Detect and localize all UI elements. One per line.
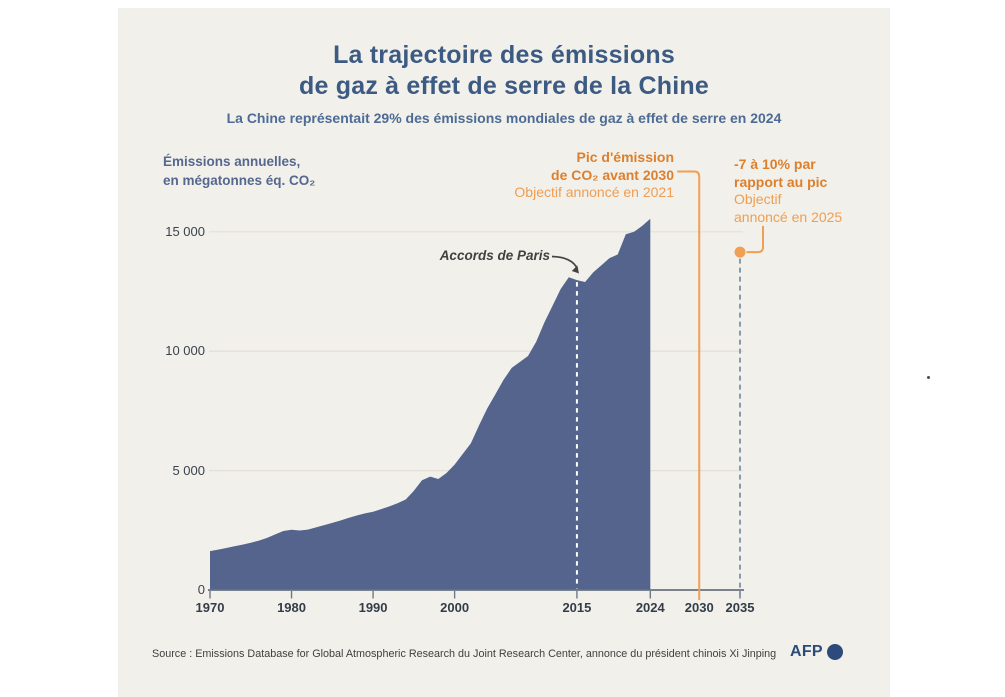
x-tick-label: 1980 <box>277 600 306 615</box>
annotation-target-light-line-2: annoncé en 2025 <box>734 208 843 225</box>
stray-dot-artifact <box>927 376 930 379</box>
annotation-peak-light: Objectif annoncé en 2021 <box>514 184 674 200</box>
reduction-target-dot <box>734 247 745 258</box>
x-tick-label: 1970 <box>195 600 225 615</box>
afp-logo <box>790 643 843 661</box>
paris-annotation-arrow <box>552 257 578 270</box>
annotation-peak-bold-line-1: Pic d'émission <box>576 149 674 165</box>
y-axis-label-line-1: Émissions annuelles, <box>163 154 301 169</box>
x-tick-label: 2024 <box>635 600 665 615</box>
reduction-target-connector <box>746 226 763 252</box>
y-tick-label: 0 <box>197 582 205 597</box>
page-subtitle: La Chine représentait 29% des émissions mondiales de gaz à effet de serre en 2024 <box>226 110 782 126</box>
annotation-peak-2030 <box>474 149 674 202</box>
x-tick-label: 2030 <box>684 600 714 615</box>
x-tick-label: 2000 <box>440 600 470 615</box>
afp-globe-icon <box>827 644 843 660</box>
x-tick-label: 2035 <box>725 600 755 615</box>
y-axis-label <box>163 152 315 190</box>
page-title <box>118 40 890 102</box>
afp-logo-text: AFP <box>790 643 823 660</box>
y-axis-label-line-2: en mégatonnes éq. CO₂ <box>163 173 316 188</box>
emissions-area-series <box>210 219 650 590</box>
annotation-target-light-line-1: Objectif <box>734 191 782 207</box>
y-tick-label: 15 000 <box>165 223 205 239</box>
annotation-peak-bold-line-2: de CO₂ avant 2030 <box>551 166 674 183</box>
y-tick-label: 10 000 <box>165 343 205 359</box>
annotation-target-bold-line-1: -7 à 10% par <box>734 156 816 172</box>
title-line-2: de gaz à effet de serre de la Chine <box>299 72 709 100</box>
title-line-1: La trajectoire des émissions <box>333 41 675 69</box>
annotation-target-bold-line-2: rapport au pic <box>734 173 828 190</box>
peak-target-2030-line <box>677 172 699 601</box>
annotation-target-2035 <box>734 156 874 226</box>
y-tick-label: 5 000 <box>172 462 205 478</box>
x-tick-label: 1990 <box>358 600 388 615</box>
x-tick-label: 2015 <box>562 600 592 615</box>
source-credit: Source : Emissions Database for Global Atmospheric Research du Joint Research Center, annonce du président chinois Xi Jinping <box>152 648 777 660</box>
annotation-paris-agreement: Accords de Paris <box>439 248 550 263</box>
